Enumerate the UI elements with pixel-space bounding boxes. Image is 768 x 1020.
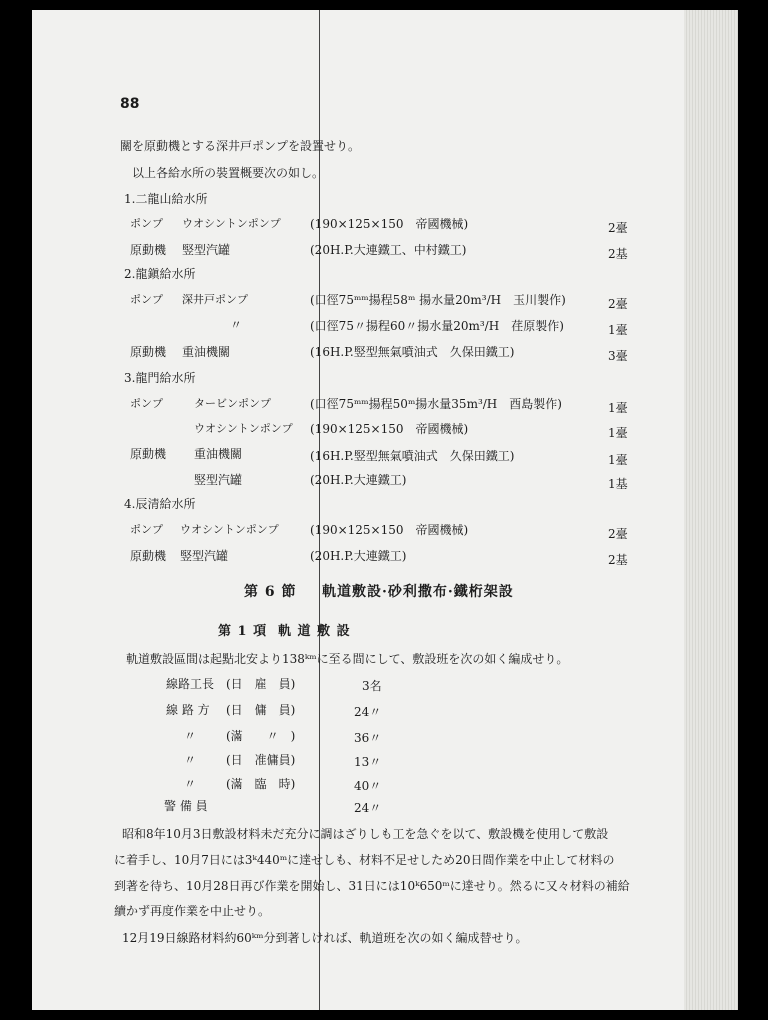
crew-2-type: (日 傭 員) [226, 703, 296, 717]
station-1-row-1-qty: 2臺 [608, 221, 628, 235]
body-line-2: に着手し、10月7日には3ᵏ440ᵐに達せしも、材料不足せしため20日間作業を中止して材料の [114, 853, 615, 867]
crew-5-count: 40〃 [354, 779, 382, 793]
crew-5-role: 〃 [184, 777, 197, 791]
scanned-page [32, 10, 738, 1010]
station-1-row-1-spec: (190×125×150 帝國機械) [310, 217, 469, 231]
station-3-row-1-qty: 1臺 [608, 401, 628, 415]
station-3-row-4-spec: (20H.P.大連鐵工) [310, 473, 407, 487]
station-4-row-1-spec: (190×125×150 帝國機械) [310, 523, 469, 537]
station-1-row-2-cat: 原動機 [130, 243, 167, 257]
intro-line-1: 關を原動機とする深井戸ポンプを設置せり。 [120, 139, 361, 153]
station-4-row-1-item: ウオシントンポンプ [180, 523, 279, 536]
station-2-row-1-spec: (口徑75ᵐᵐ揚程58ᵐ 揚水量20m³/H 玉川製作) [310, 293, 566, 307]
crew-5-type: (滿 臨 時) [226, 777, 296, 791]
station-2-title: 2.龍鎭給水所 [124, 267, 196, 281]
crew-1-role: 線路工長 [166, 677, 215, 691]
station-3-row-3-spec: (16H.P.竪型無氣噴油式 久保田鐵工) [310, 449, 515, 463]
station-2-row-3-item: 重油機關 [182, 345, 231, 359]
station-3-row-4-item: 竪型汽罐 [194, 473, 243, 487]
station-4-title: 4.辰清給水所 [124, 497, 196, 511]
subsection-number: 第 1 項 [218, 624, 268, 639]
crew-6-count: 24〃 [354, 801, 382, 815]
crew-4-type: (日 准傭員) [226, 753, 296, 767]
crew-4-role: 〃 [184, 753, 197, 767]
crew-2-role: 線 路 方 [166, 703, 210, 717]
body-line-5: 12月19日線路材料約60ᵏᵐ分到著しければ、軌道班を次の如く編成替せり。 [122, 931, 528, 945]
station-1-title: 1.二龍山給水所 [124, 192, 208, 206]
station-3-row-3-qty: 1臺 [608, 453, 628, 467]
station-3-row-1-cat: ポンプ [130, 397, 163, 410]
station-2-row-3-spec: (16H.P.竪型無氣噴油式 久保田鐵工) [310, 345, 515, 359]
body-line-4: 續かず再度作業を中止せり。 [114, 904, 271, 918]
crew-3-count: 36〃 [354, 731, 382, 745]
body-line-1: 昭和8年10月3日敷設材料未だ充分に調はざりしも工を急ぐを以て、敷設機を使用して敷設 [122, 827, 609, 841]
station-2-row-2-qty: 1臺 [608, 323, 628, 337]
station-2-row-2-item: 〃 [230, 318, 243, 332]
crew-3-type: (滿 〃 ) [226, 729, 296, 743]
crew-4-count: 13〃 [354, 755, 382, 769]
station-3-row-3-cat: 原動機 [130, 447, 167, 461]
station-4-row-1-cat: ポンプ [130, 523, 163, 536]
station-3-row-1-item: タービンポンプ [194, 397, 271, 410]
station-3-row-1-spec: (口徑75ᵐᵐ揚程50ᵐ揚水量35m³/H 酉島製作) [310, 397, 562, 411]
station-4-row-2-cat: 原動機 [130, 549, 167, 563]
station-2-row-1-cat: ポンプ [130, 293, 163, 306]
station-2-row-1-qty: 2臺 [608, 297, 628, 311]
station-4-row-1-qty: 2臺 [608, 527, 628, 541]
section-title: 軌道敷設·砂利撒布·鐵桁架設 [322, 584, 514, 600]
station-1-row-2-qty: 2基 [608, 247, 628, 261]
station-3-row-4-qty: 1基 [608, 477, 628, 491]
station-1-row-2-item: 竪型汽罐 [182, 243, 231, 257]
section-number: 第 6 節 [244, 584, 297, 600]
page-edge-shadow [684, 10, 738, 1010]
subsection-title: 軌 道 敷 設 [278, 624, 351, 639]
crew-1-count: 3名 [362, 679, 382, 693]
intro-line-2: 以上各給水所の裝置概要次の如し。 [132, 166, 325, 180]
station-3-row-2-item: ウオシントンポンプ [194, 422, 293, 435]
station-2-row-1-item: 深井戸ポンプ [182, 293, 248, 306]
station-2-row-3-qty: 3臺 [608, 349, 628, 363]
crew-1-type: (日 雇 員) [226, 677, 296, 691]
station-1-row-1-item: ウオシントンポンプ [182, 217, 281, 230]
station-3-row-3-item: 重油機關 [194, 447, 243, 461]
crew-2-count: 24〃 [354, 705, 382, 719]
station-3-row-2-qty: 1臺 [608, 426, 628, 440]
page-number: 88 [120, 96, 140, 112]
station-3-title: 3.龍門給水所 [124, 371, 196, 385]
station-2-row-3-cat: 原動機 [130, 345, 167, 359]
station-1-row-2-spec: (20H.P.大連鐵工、中村鐵工) [310, 243, 467, 257]
crew-6-role: 警 備 員 [164, 799, 208, 813]
crew-3-role: 〃 [184, 729, 197, 743]
lead-paragraph: 軌道敷設區間は起點北安より138ᵏᵐに至る間にして、敷設班を次の如く編成せり。 [126, 652, 569, 666]
body-line-3: 到著を待ち、10月28日再び作業を開始し、31日には10ᵏ650ᵐに達せり。然るに又々材料の補給 [114, 879, 630, 893]
station-4-row-2-spec: (20H.P.大連鐵工) [310, 549, 407, 563]
station-1-row-1-cat: ポンプ [130, 217, 163, 230]
station-2-row-2-spec: (口徑75〃揚程60〃揚水量20m³/H 荏原製作) [310, 319, 564, 333]
station-4-row-2-item: 竪型汽罐 [180, 549, 229, 563]
station-4-row-2-qty: 2基 [608, 553, 628, 567]
station-3-row-2-spec: (190×125×150 帝國機械) [310, 422, 469, 436]
